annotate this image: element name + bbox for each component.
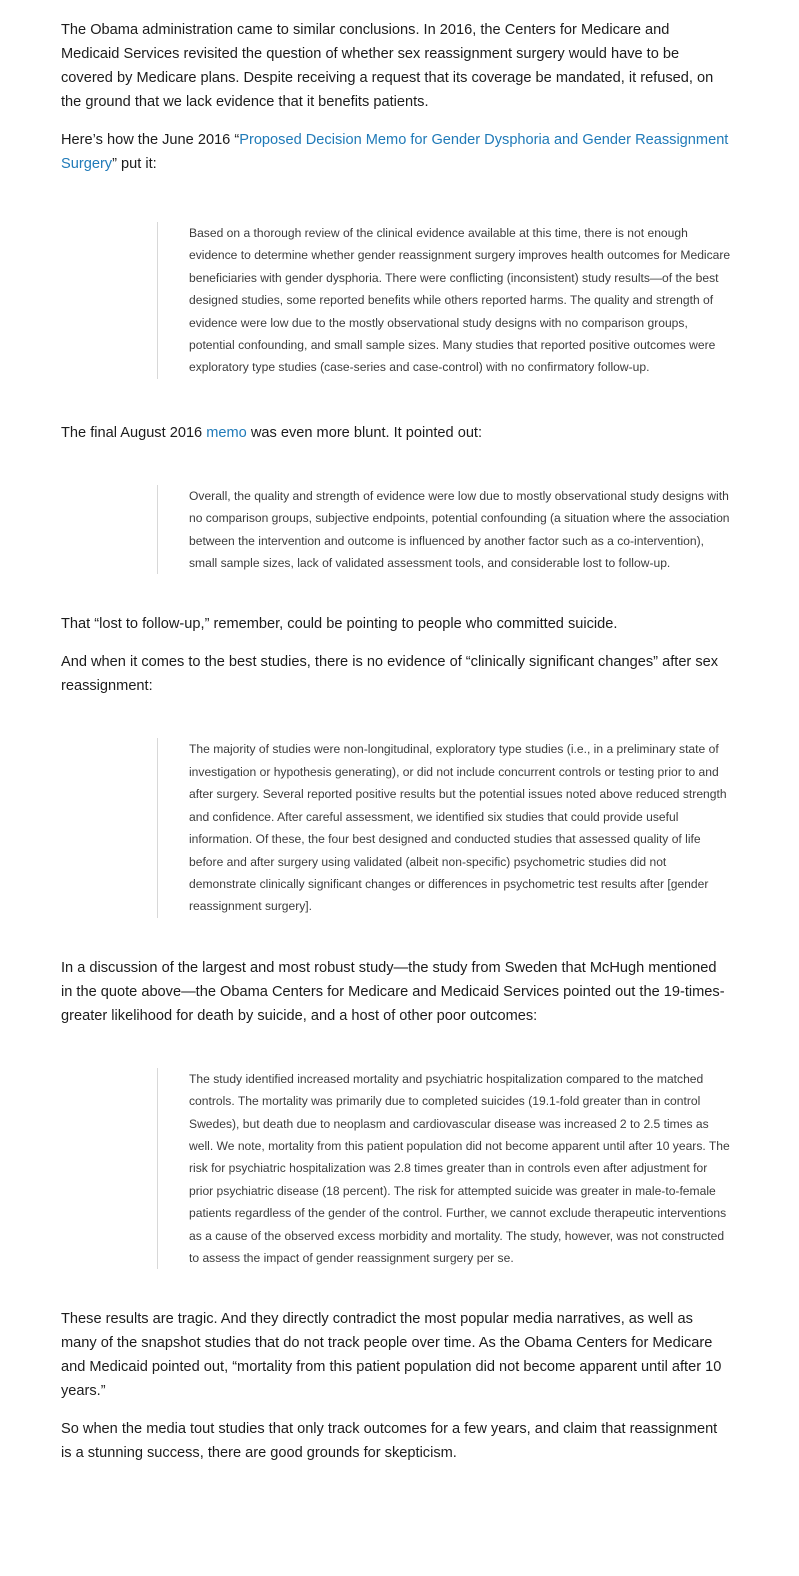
paragraph-june-memo-intro xyxy=(61,128,731,176)
proposed-decision-memo-link[interactable]: Proposed Decision Memo for Gender Dysphoria and Gender Reassignment Surgery xyxy=(61,132,729,172)
paragraph-text: Here’s how the June 2016 “ xyxy=(61,132,240,148)
paragraph-tragic-results: These results are tragic. And they directly contradict the most popular media narratives, as well as many of the snapshot studies that do not track people over time. As the Obama Centers for Medicare and Medicaid pointed out, “mortality from this patient population did not become apparent until after 10 years.” xyxy=(61,1311,722,1400)
paragraph-best-studies: And when it comes to the best studies, there is no evidence of “clinically significant changes” after sex reassignment: xyxy=(61,654,719,695)
blockquote-august-memo xyxy=(157,485,731,575)
paragraph-skepticism: So when the media tout studies that only track outcomes for a few years, and claim that reassignment is a stunning success, there are good grounds for skepticism. xyxy=(61,1421,718,1462)
blockquote-text: The majority of studies were non-longitudinal, exploratory type studies (i.e., in a preliminary state of investigation or hypothesis generating), or did not include concurrent controls or testing prior to and after surgery. Several reported positive results but the potential issues noted above reduced strength and confidence. After careful assessment, we identified six studies that could provide useful information. Of these, the four best designed and conducted studies that assessed quality of life before and after surgery using validated (albeit non-specific) psychometric studies did not demonstrate clinically significant changes or differences in psychometric test results after [gender reassignment surgery]. xyxy=(189,742,727,914)
article-body xyxy=(61,18,731,1479)
paragraph-text: The final August 2016 xyxy=(61,424,207,441)
paragraph-obama-conclusions: The Obama administration came to similar conclusions. In 2016, the Centers for Medicare and Medicaid Services revisited the question of whether sex reassignment surgery would have to be covered by Medicare plans. Despite receiving a request that its coverage be mandated, it refused, on the ground that we lack evidence that it benefits patients. xyxy=(61,22,714,110)
paragraph-lost-to-follow-up: That “lost to follow-up,” remember, could be pointing to people who committed suicide. xyxy=(61,616,618,633)
blockquote-text: Overall, the quality and strength of evidence were low due to mostly observational study designs with no comparison groups, subjective endpoints, potential confounding (a situation where the association between the intervention and outcome is influenced by another factor such as a co-intervention), small sample sizes, lack of validated assessment tools, and considerable lost to follow-up. xyxy=(189,488,730,571)
memo-link[interactable]: memo xyxy=(206,424,247,441)
paragraph-august-memo-intro xyxy=(61,421,731,445)
blockquote-text: The study identified increased mortality and psychiatric hospitalization compared to the matched controls. The mortality was primarily due to completed suicides (19.1-fold greater than in control Swedes), but death due to neoplasm and cardiovascular disease was increased 2 to 2.5 times as well. We note, mortality from this patient population did not become apparent until after 10 years. The risk for psychiatric hospitalization was 2.8 times greater than in controls even after adjustment for prior psychiatric disease (18 percent). The risk for attempted suicide was greater in male-to-female patients regardless of the gender of the control. Further, we cannot exclude therapeutic interventions as a cause of the observed excess morbidity and mortality. The study, however, was not constructed to assess the impact of gender reassignment surgery per se. xyxy=(189,1071,730,1265)
blockquote-sweden-study xyxy=(157,1068,731,1270)
paragraph-text: ” put it: xyxy=(112,156,157,172)
blockquote-june-memo xyxy=(157,222,731,379)
paragraph-sweden-study: In a discussion of the largest and most robust study—the study from Sweden that McHugh mentioned in the quote above—the Obama Centers for Medicare and Medicaid Services pointed out the 19-times-greater likelihood for death by suicide, and a host of other poor outcomes: xyxy=(61,959,725,1024)
blockquote-best-studies xyxy=(157,738,731,917)
blockquote-text: Based on a thorough review of the clinical evidence available at this time, there is not enough evidence to determine whether gender reassignment surgery improves health outcomes for Medicare beneficiaries with gender dysphoria. There were conflicting (inconsistent) study results—of the best designed studies, some reported benefits while others reported harms. The quality and strength of evidence were low due to the mostly observational study designs with no comparison groups, potential confounding, and small sample sizes. Many studies that reported positive outcomes were exploratory type studies (case-series and case-control) with no confirmatory follow-up. xyxy=(189,226,731,375)
paragraph-text: was even more blunt. It pointed out: xyxy=(246,424,483,441)
